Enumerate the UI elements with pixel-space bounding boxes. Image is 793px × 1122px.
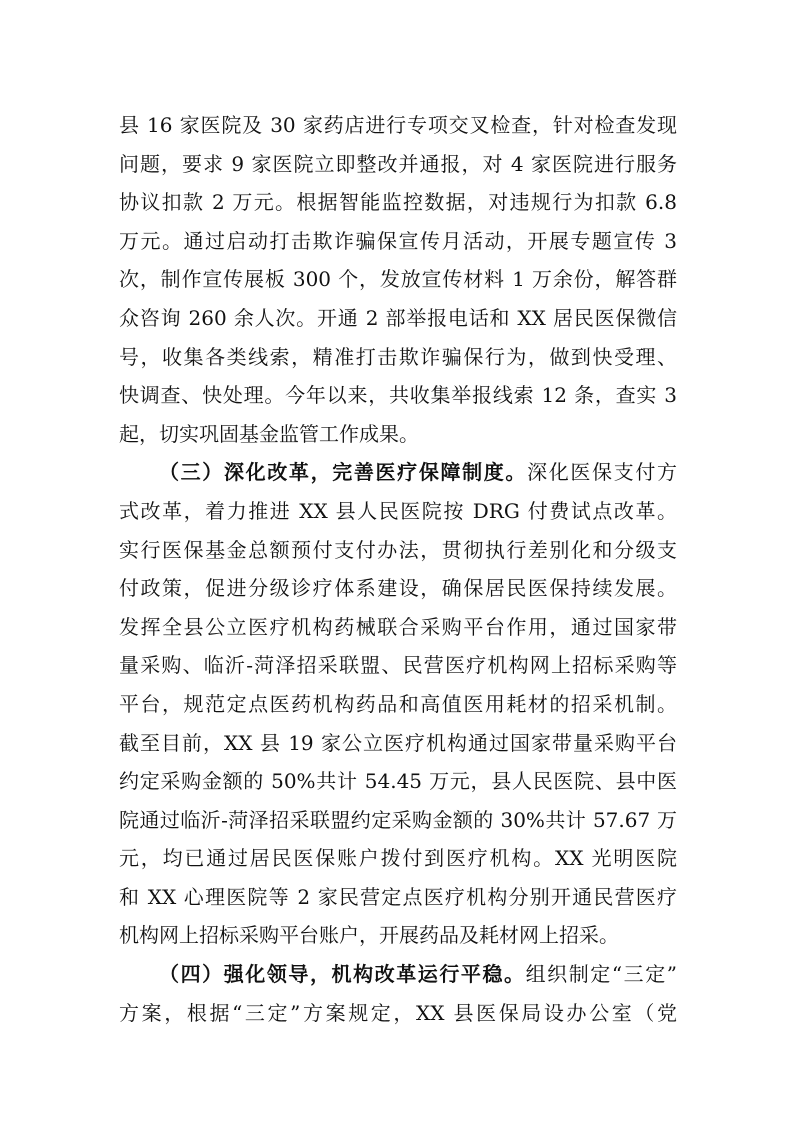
text-line (119, 415, 677, 454)
text-line (119, 839, 677, 878)
section-heading: （三）深化改革，完善医疗保障制度。 (159, 460, 528, 485)
line-text: 院通过临沂-菏泽招采联盟约定采购金额的 30%共计 57.67 万 (119, 807, 677, 832)
line-text: 次，制作宣传展板 300 个，发放宣传材料 1 万余份，解答群 (119, 267, 677, 292)
line-text: 号，收集各类线索，精准打击欺诈骗保行为，做到快受理、 (119, 344, 677, 369)
line-text: 深化医保支付方 (527, 460, 678, 485)
text-line (119, 569, 677, 608)
text-line (119, 492, 677, 531)
text-line (119, 183, 677, 222)
line-text: 约定采购金额的 50%共计 54.45 万元，县人民医院、县中医 (119, 769, 677, 794)
line-text: 元，均已通过居民医保账户拨付到医疗机构。XX 光明医院 (119, 846, 677, 871)
line-text: 协议扣款 2 万元。根据智能监控数据，对违规行为扣款 6.8 (119, 190, 677, 215)
text-line (119, 145, 677, 184)
section-heading-line (119, 453, 677, 492)
text-line (119, 106, 677, 145)
line-text: 和 XX 心理医院等 2 家民营定点医疗机构分别开通民营医疗 (119, 884, 677, 909)
text-line (119, 260, 677, 299)
text-line (119, 646, 677, 685)
document-page (119, 106, 677, 1032)
line-text: 截至目前，XX 县 19 家公立医疗机构通过国家带量采购平台 (119, 730, 677, 755)
line-text: 机构网上招标采购平台账户，开展药品及耗材网上招采。 (119, 923, 619, 948)
text-line (119, 994, 677, 1033)
text-line (119, 762, 677, 801)
text-line (119, 531, 677, 570)
text-line (119, 376, 677, 415)
line-text: 式改革，着力推进 XX 县人民医院按 DRG 付费试点改革。 (119, 498, 677, 523)
text-line (119, 801, 677, 840)
line-text: 平台，规范定点医药机构药品和高值医用耗材的招采机制。 (119, 691, 677, 716)
line-text: 组织制定“三定” (525, 962, 678, 987)
line-text: 众咨询 260 余人次。开通 2 部举报电话和 XX 居民医保微信 (119, 305, 677, 330)
line-text: 问题，要求 9 家医院立即整改并通报，对 4 家医院进行服务 (119, 151, 677, 176)
line-text: 起，切实巩固基金监管工作成果。 (119, 421, 419, 446)
line-text: 县 16 家医院及 30 家药店进行专项交叉检查，针对检查发现 (119, 113, 677, 137)
text-line (119, 338, 677, 377)
text-line (119, 878, 677, 917)
text-line (119, 608, 677, 647)
section-heading: （四）强化领导，机构改革运行平稳。 (159, 962, 526, 987)
section-heading-line (119, 955, 677, 994)
line-text: 万元。通过启动打击欺诈骗保宣传月活动，开展专题宣传 3 (119, 228, 677, 253)
text-line (119, 724, 677, 763)
line-text: 发挥全县公立医疗机构药械联合采购平台作用，通过国家带 (119, 614, 677, 639)
text-line (119, 222, 677, 261)
line-text: 方案，根据“三定”方案规定，XX 县医保局设办公室（党 (119, 1000, 677, 1025)
text-line (119, 916, 677, 955)
line-text: 量采购、临沂-菏泽招采联盟、民营医疗机构网上招标采购等 (119, 653, 677, 678)
text-line (119, 299, 677, 338)
line-text: 快调查、快处理。今年以来，共收集举报线索 12 条，查实 3 (119, 383, 677, 408)
text-line (119, 685, 677, 724)
line-text: 付政策，促进分级诊疗体系建设，确保居民医保持续发展。 (119, 576, 677, 601)
line-text: 实行医保基金总额预付支付办法，贯彻执行差别化和分级支 (119, 537, 677, 562)
